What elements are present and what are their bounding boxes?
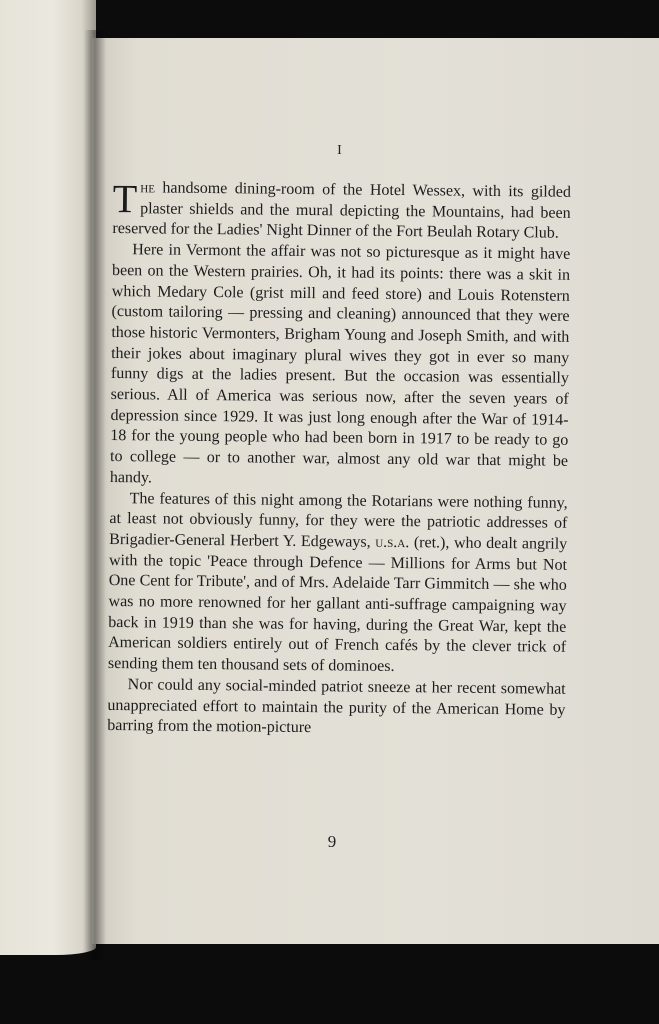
paragraph-3	[108, 489, 568, 680]
drop-cap: T	[112, 176, 138, 222]
paragraph-2: Here in Vermont the affair was not so picturesque as it might have been on the Western prairies. Oh, it had its points: there was a skit in which Medary Cole (grist mill and feed store) and Louis Rotenstern (custom tailoring — pressing and cleaning) announced that they were those historic Vermonters, Brigham Young and Joseph Smith, and with their jokes about imaginary plural wives they got in ever so many funny digs at the ladies present. But the occasion was essentially serious. All of America was serious now, after the seven years of depression since 1929. It was just long enough after the War of 1914-18 for the young people who had been born in 1917 to be ready to go to college — or to another war, almost any old war that might be handy.	[109, 241, 571, 487]
usa-abbreviation: u.s.a.	[375, 533, 410, 552]
paragraph-1	[112, 178, 571, 245]
paragraph-4: Nor could any social-minded patriot sneeze at her recent somewhat unappreciated effort to maintain the purity of the American Home by barring from the motion-picture	[107, 676, 566, 737]
body-text	[107, 178, 571, 742]
page-number: 9	[327, 832, 337, 851]
first-word-small-caps: he	[140, 179, 156, 197]
paragraph-1-text: handsome dining-room of the Hotel Wessex, with its gilded plaster shields and the mural depicting the Mountains, had been reserved for the Ladies' Night Dinner of the Fort Beulah Rotary Club.	[112, 179, 571, 243]
chapter-number: I	[337, 143, 343, 158]
paragraph-3-text-a: The features of this night among the Rotarians were nothing funny, at least not obviously funny, for they were the patriotic addresses of Brigadier-General Herbert Y. Edgeways,	[109, 489, 568, 551]
left-page	[0, 0, 96, 955]
paragraph-3-text-b: (ret.), who dealt angrily with the topic 'Peace through Defence — Millions for Arms but Not One Cent for Tribute', and of Mrs. Adelaide Tarr Gimmitch — she who was no more renowned for her gallant anti-suffrage campaigning way back in 1919 than she was for having, during the Great War, kept the American soldiers entirely out of French cafés by the clever trick of sending them ten thousand sets of dominoes.	[107, 534, 568, 676]
book-gutter	[84, 30, 106, 960]
